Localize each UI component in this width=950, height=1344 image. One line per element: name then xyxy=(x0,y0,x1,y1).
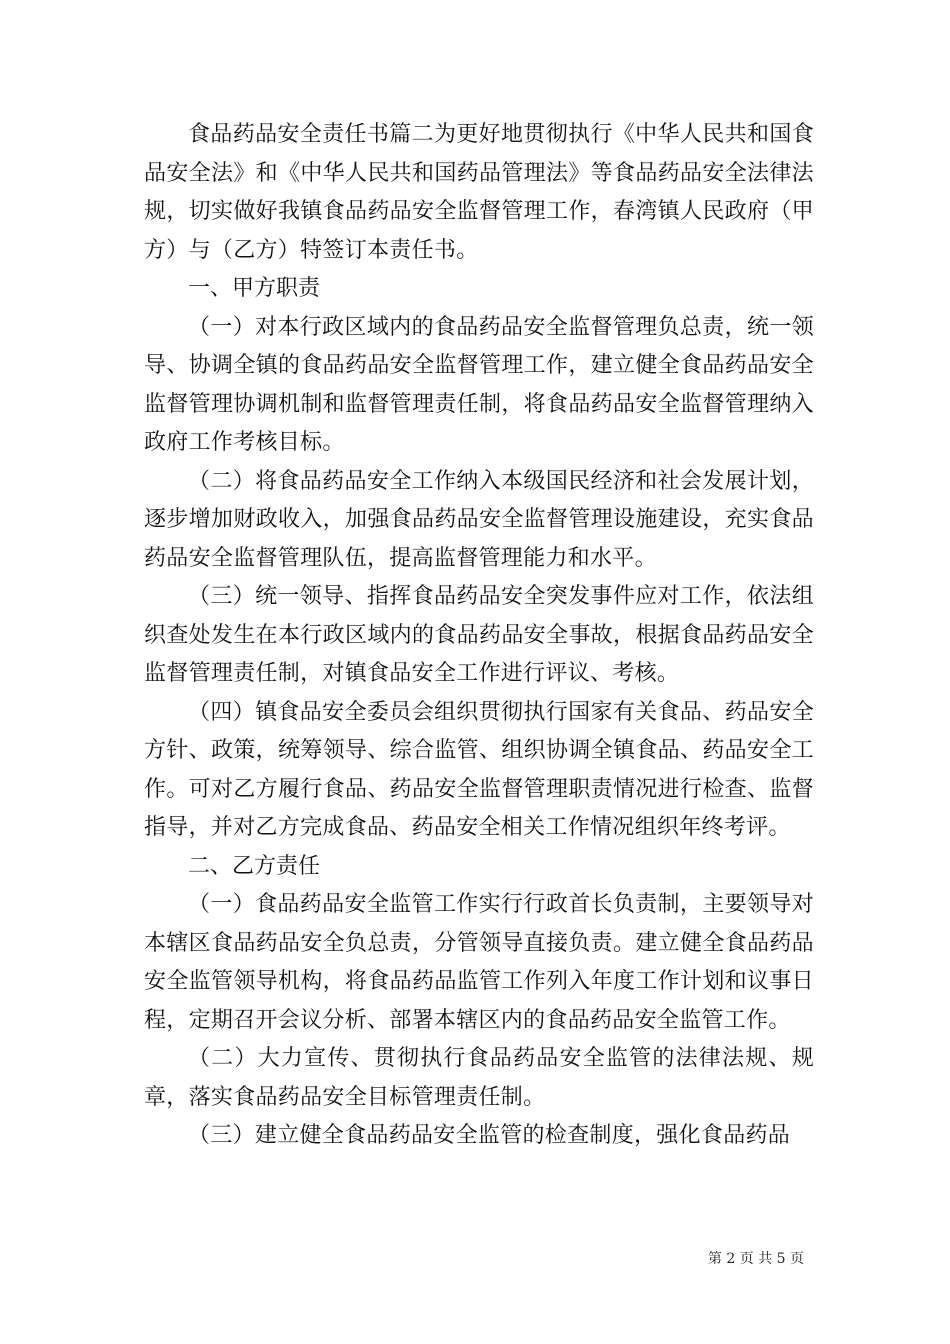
page-number: 第 2 页 共 5 页 xyxy=(707,1251,804,1267)
intro-paragraph: 食品药品安全责任书篇二为更好地贯彻执行《中华人民共和国食品安全法》和《中华人民共和国药品管理法》等食品药品安全法律法规，切实做好我镇食品药品安全监督管理工作，春湾镇人民政府（甲方）与（乙方）特签订本责任书。 xyxy=(144,122,814,263)
party-a-item-1: （一）对本行政区域内的食品药品安全监督管理负总责，统一领导、协调全镇的食品药品安全监督管理工作，建立健全食品药品安全监督管理协调机制和监督管理责任制，将食品药品安全监督管理纳入政府工作考核目标。 xyxy=(144,314,814,455)
party-b-item-3: （三）建立健全食品药品安全监管的检查制度，强化食品药品 xyxy=(188,1123,791,1148)
party-a-item-4: （四）镇食品安全委员会组织贯彻执行国家有关食品、药品安全方针、政策，统筹领导、综合监管、组织协调全镇食品、药品安全工作。可对乙方履行食品、药品安全监督管理职责情况进行检查、监督指导，并对乙方完成食品、药品安全相关工作情况组织年终考评。 xyxy=(144,699,814,840)
document-body xyxy=(144,116,814,1156)
party-a-item-2: （二）将食品药品安全工作纳入本级国民经济和社会发展计划，逐步增加财政收入，加强食品药品安全监督管理设施建设，充实食品药品安全监督管理队伍，提高监督管理能力和水平。 xyxy=(144,468,814,571)
section-heading-party-a: 一、甲方职责 xyxy=(188,276,321,301)
section-heading-party-b: 二、乙方责任 xyxy=(188,853,321,879)
party-b-item-2: （二）大力宣传、贯彻执行食品药品安全监管的法律法规、规章，落实食品药品安全目标管理责任制。 xyxy=(144,1046,814,1110)
party-a-item-3: （三）统一领导、指挥食品药品安全突发事件应对工作，依法组织查处发生在本行政区域内的食品药品安全事故，根据食品药品安全监督管理责任制，对镇食品安全工作进行评议、考核。 xyxy=(144,584,814,686)
party-b-item-1: （一）食品药品安全监管工作实行行政首长负责制，主要领导对本辖区食品药品安全负总责，分管领导直接负责。建立健全食品药品安全监管领导机构，将食品药品监管工作列入年度工作计划和议事日程，定期召开会议分析、部署本辖区内的食品药品安全监管工作。 xyxy=(144,892,814,1033)
